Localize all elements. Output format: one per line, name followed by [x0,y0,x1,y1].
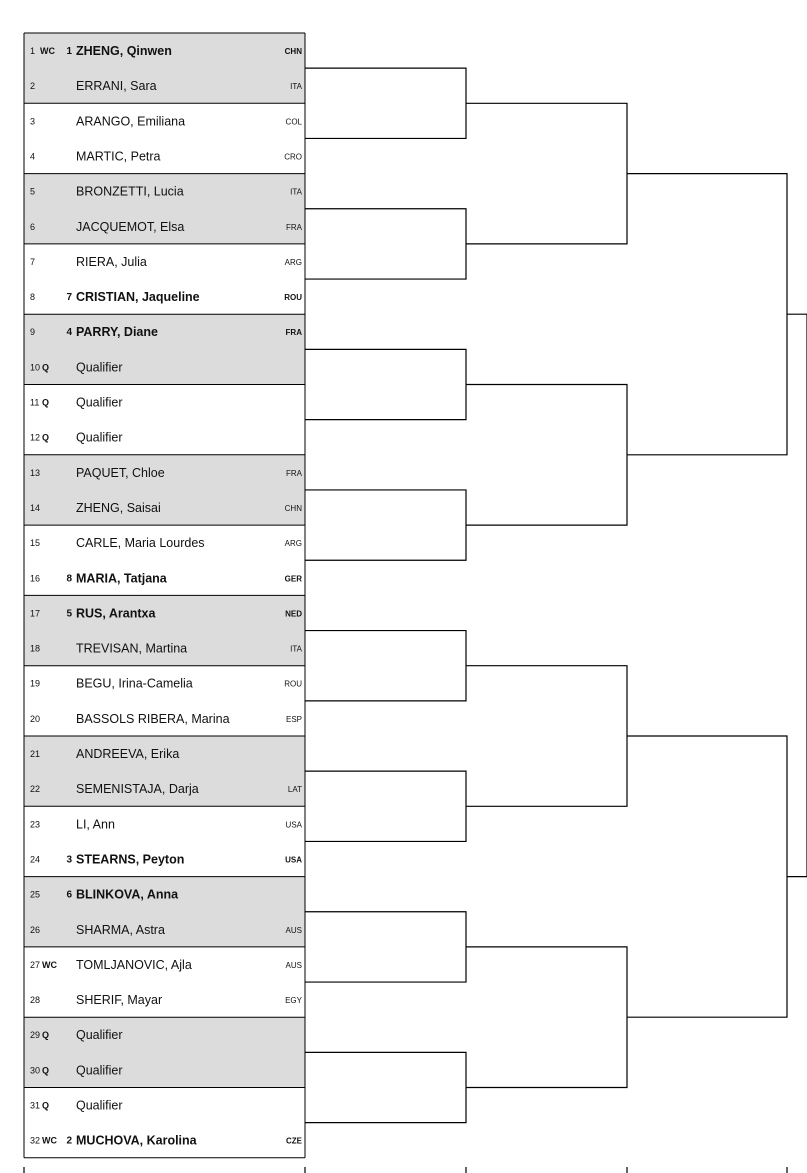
entry-row [30,571,302,585]
draw-position: 28 [30,995,41,1006]
bracket-connector [305,912,466,982]
entry-status: Q [42,1065,50,1076]
entry-row [30,396,123,410]
bracket-connector [466,103,627,244]
entry-row [30,536,302,550]
nationality: ITA [290,644,302,654]
bracket-connector [466,947,627,1088]
draw-position: 5 [30,186,36,197]
nationality: ROU [284,293,302,303]
nationality: ARG [284,257,302,267]
entry-row [30,1099,123,1113]
bracket-connector [627,174,787,455]
draw-position: 2 [30,81,36,92]
seed-number: 7 [66,292,72,304]
draw-position: 3 [30,116,36,127]
entry-row [30,431,123,445]
player-name: TREVISAN, Martina [76,641,188,656]
seed-number: 8 [66,573,72,585]
entry-status: WC [42,959,57,970]
player-name: LI, Ann [76,817,115,832]
bracket-connector [305,209,466,279]
bracket-connector [305,771,466,841]
player-name: Qualifier [76,1028,123,1043]
draw-position: 11 [30,397,40,408]
draw-position: 31 [30,1100,41,1111]
draw-position: 25 [30,889,41,900]
nationality: CZE [286,1136,302,1146]
player-name: TOMLJANOVIC, Ajla [76,957,192,972]
bracket-connector [787,314,807,876]
player-name: ANDREEVA, Erika [76,747,180,761]
seed-number: 4 [66,327,72,339]
seed-number: 1 [66,46,72,57]
player-name: Qualifier [76,1063,123,1078]
shaded-block [24,314,305,384]
entry-status: Q [42,397,50,408]
nationality: GER [284,574,302,584]
entry-row [30,255,302,269]
player-name: ZHENG, Qinwen [76,44,172,58]
bracket-lines [305,68,807,1123]
draw-position: 24 [30,854,41,865]
nationality: COL [285,117,302,127]
nationality: ROU [284,679,302,689]
entry-row [30,993,303,1007]
nationality: LAT [287,785,302,795]
bracket-connector [305,68,466,138]
entry-row [30,290,302,304]
nationality: FRA [286,222,302,232]
draw-position: 18 [30,643,41,654]
entry-row [30,677,302,691]
seed-number: 2 [66,1135,72,1147]
draw-position: 23 [30,819,41,830]
nationality: CHN [284,47,302,56]
entry-row [30,360,123,374]
entry-row [30,1063,123,1077]
draw-position: 7 [30,256,36,267]
nationality: FRA [286,468,302,478]
draw-position: 9 [30,327,36,338]
bracket-connector [305,1052,466,1122]
bracket-connector [466,666,627,807]
entry-row [30,1028,123,1042]
entry-row [30,817,303,831]
player-name: BLINKOVA, Anna [76,887,179,902]
nationality: USA [285,855,302,865]
draw-position: 12 [30,432,41,443]
nationality: ITA [290,82,302,92]
entry-row [30,1134,303,1148]
player-name: SHERIF, Mayar [76,993,163,1008]
nationality: USA [285,820,302,830]
player-name: ARANGO, Emiliana [76,114,186,129]
player-name: SEMENISTAJA, Darja [76,782,199,797]
entry-row [30,712,302,726]
draw-position: 6 [30,221,36,232]
entry-status: Q [42,1030,50,1041]
nationality: EGY [285,996,302,1006]
player-name: CRISTIAN, Jaqueline [76,290,200,305]
player-name: ZHENG, Saisai [76,500,161,515]
entry-row [30,958,302,972]
seed-number: 3 [66,854,72,866]
nationality: AUS [285,925,302,935]
player-name: PAQUET, Chloe [76,465,165,480]
bracket-connector [305,349,466,419]
draw-position: 26 [30,924,41,935]
draw-position: 29 [30,1030,41,1041]
player-name: JACQUEMOT, Elsa [76,219,185,234]
player-name: SHARMA, Astra [76,922,165,937]
draw-position: 4 [30,151,36,162]
player-name: PARRY, Diane [76,325,158,340]
player-name: MARTIC, Petra [76,149,161,164]
player-name: ERRANI, Sara [76,79,157,94]
seed-number: 5 [66,608,72,620]
draw-position: 10 [30,362,41,373]
shaded-block [24,1017,305,1087]
player-name: CARLE, Maria Lourdes [76,536,205,551]
draw-position: 16 [30,573,41,584]
player-name: Qualifier [76,395,123,410]
bracket-connector [305,631,466,701]
player-name: RIERA, Julia [76,254,147,269]
nationality: ITA [290,187,302,197]
player-name: BASSOLS RIBERA, Marina [76,711,230,726]
draw-position: 17 [30,608,41,619]
entry-rows [24,33,305,1158]
draw-position: 20 [30,713,41,724]
draw-position: 19 [30,678,41,689]
draw-position: 13 [30,467,41,478]
draw-position: 27 [30,959,41,970]
round-ticks [24,1167,787,1173]
draw-position: 14 [30,502,41,513]
entry-status: Q [42,362,50,373]
entry-status: WC [40,46,55,56]
bracket-connector [305,490,466,560]
nationality: FRA [285,328,302,338]
player-name: Qualifier [76,1098,123,1113]
entry-status: Q [42,432,50,443]
bracket-connector [627,736,787,1017]
nationality: CHN [284,503,302,513]
player-name: STEARNS, Peyton [76,852,185,867]
bracket-connector [466,385,627,526]
entry-status: WC [42,1135,57,1146]
nationality: NED [285,609,302,619]
draw-position: 15 [30,538,41,549]
entry-row [30,149,302,163]
entry-status: Q [42,1100,50,1111]
player-name: Qualifier [76,430,123,445]
entry-row [30,114,303,128]
draw-position: 30 [30,1065,41,1076]
nationality: ESP [285,714,302,724]
draw-position: 21 [30,749,41,759]
player-name: BEGU, Irina-Camelia [76,676,193,691]
player-name: MARIA, Tatjana [76,571,167,586]
player-name: MUCHOVA, Karolina [76,1133,197,1148]
entry-row [30,852,302,866]
nationality: AUS [285,960,302,970]
draw-position: 8 [30,292,36,303]
nationality: ARG [284,539,302,549]
seed-number: 6 [66,889,72,901]
draw-position: 1 [30,46,36,56]
nationality: CRO [284,152,302,162]
draw-position: 22 [30,784,41,795]
player-name: BRONZETTI, Lucia [76,184,184,199]
draw-position: 32 [30,1135,41,1146]
player-name: RUS, Arantxa [76,606,156,621]
player-name: Qualifier [76,360,123,375]
